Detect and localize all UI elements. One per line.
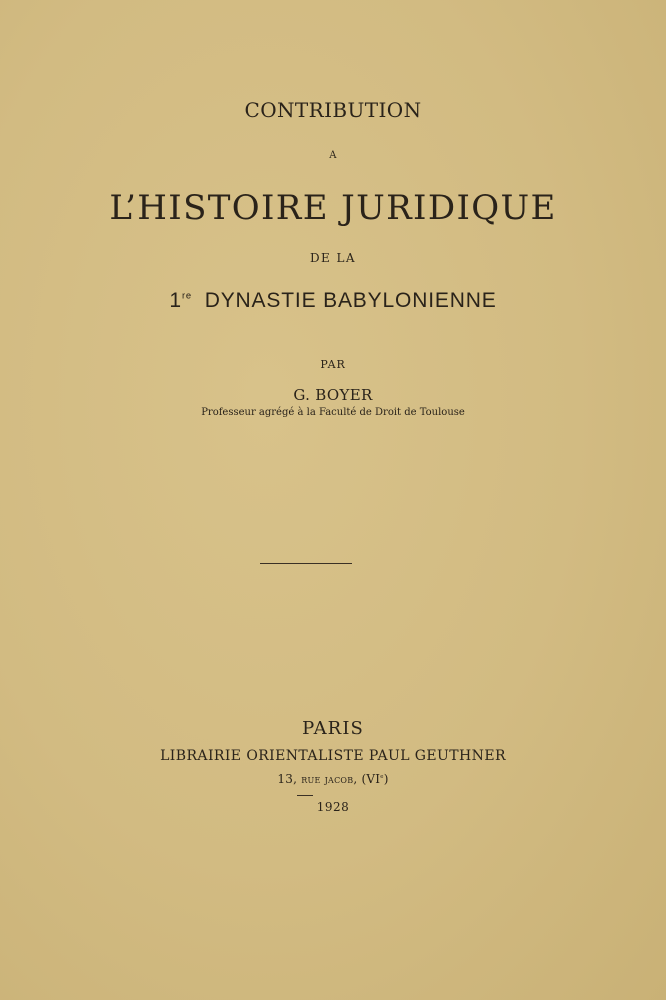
contribution-heading: CONTRIBUTION (244, 98, 422, 122)
imprint-publisher: LIBRAIRIE ORIENTALISTE PAUL GEUTHNER (160, 748, 506, 764)
address-arrondissement: (VI (361, 772, 381, 786)
de-la-label: DE LA (309, 251, 357, 265)
par-label: PAR (320, 358, 346, 371)
imprint-year: 1928 (316, 800, 350, 814)
dynasty-number: 1 (169, 289, 182, 312)
imprint-city: PARIS (302, 718, 364, 739)
address-number: 13, (277, 772, 298, 786)
address-close: ) (383, 772, 389, 786)
preposition-a: A (329, 150, 337, 161)
dynasty-superscript: re (181, 290, 193, 302)
year-dash (297, 795, 313, 796)
address-street: rue jacob, (301, 772, 358, 786)
imprint-address (0, 772, 666, 786)
dynasty-text: DYNASTIE BABYLONIENNE (204, 289, 497, 312)
section-divider (260, 563, 352, 564)
author-affiliation: Professeur agrégé à la Faculté de Droit de Toulouse (201, 407, 465, 418)
author-name: G. BOYER (293, 386, 373, 404)
main-title: L’HISTOIRE JURIDIQUE (109, 188, 557, 228)
address-superscript: e (380, 774, 384, 781)
dynasty-line (0, 289, 666, 313)
